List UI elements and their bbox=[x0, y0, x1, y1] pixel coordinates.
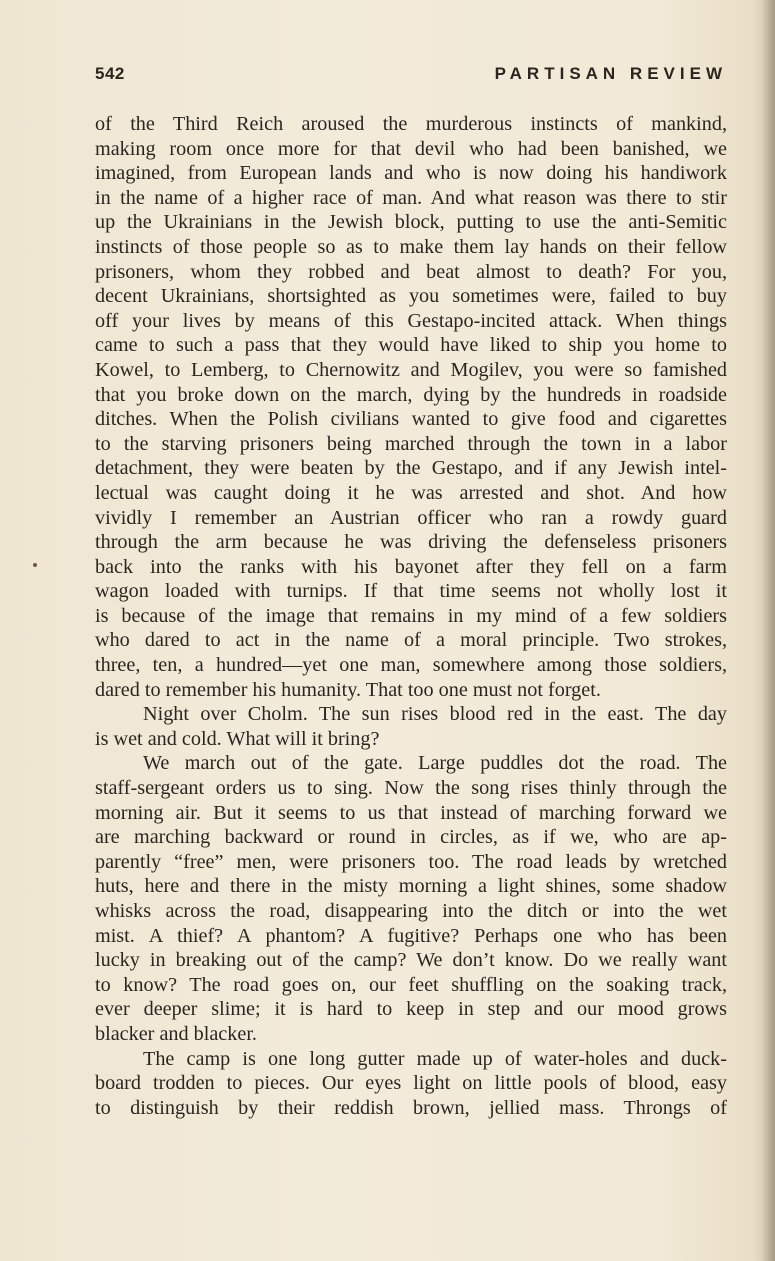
paragraph bbox=[95, 751, 727, 1046]
paragraph bbox=[95, 1047, 727, 1121]
text-line: ditches. When the Polish civilians wanted to give food and cigarettes bbox=[95, 408, 727, 431]
page-spine-shadow bbox=[761, 0, 775, 1261]
text-line: that you broke down on the march, dying by the hundreds in roadside bbox=[95, 383, 727, 406]
text-line: imagined, from European lands and who is now doing his handiwork bbox=[95, 162, 727, 185]
text-line: ever deeper slime; it is hard to keep in step and our mood grows bbox=[95, 998, 727, 1021]
journal-title: PARTISAN REVIEW bbox=[494, 64, 727, 83]
text-line: board trodden to pieces. Our eyes light on little pools of blood, easy bbox=[95, 1072, 727, 1095]
text-line: decent Ukrainians, shortsighted as you sometimes were, failed to buy bbox=[95, 285, 727, 308]
text-line: to distinguish by their reddish brown, jellied mass. Throngs of bbox=[95, 1096, 727, 1119]
text-line: came to such a pass that they would have liked to ship you home to bbox=[95, 334, 727, 357]
text-line: Kowel, to Lemberg, to Chernowitz and Mogilev, you were so famished bbox=[95, 358, 727, 381]
text-line: to know? The road goes on, our feet shuffling on the soaking track, bbox=[95, 973, 727, 996]
running-header bbox=[95, 62, 727, 90]
text-line: of the Third Reich aroused the murderous instincts of mankind, bbox=[95, 113, 727, 135]
text-line: up the Ukrainians in the Jewish block, putting to use the anti-Semitic bbox=[95, 211, 727, 234]
text-line: morning air. But it seems to us that instead of marching forward we bbox=[95, 801, 727, 824]
text-line: Night over Cholm. The sun rises blood red in the east. The day bbox=[143, 703, 727, 726]
text-line: through the arm because he was driving the defenseless prisoners bbox=[95, 531, 727, 554]
text-line: staff-sergeant orders us to sing. Now the song rises thinly through the bbox=[95, 777, 727, 800]
text-line: three, ten, a hundred—yet one man, somewhere among those soldiers, bbox=[95, 654, 727, 677]
text-line: We march out of the gate. Large puddles dot the road. The bbox=[143, 752, 727, 775]
text-line: back into the ranks with his bayonet after they fell on a farm bbox=[95, 555, 727, 578]
text-line: off your lives by means of this Gestapo-incited attack. When things bbox=[95, 309, 727, 332]
paragraph bbox=[95, 112, 727, 702]
text-line: blacker and blacker. bbox=[95, 1022, 257, 1045]
paper-speck bbox=[33, 563, 37, 567]
text-line: whisks across the road, disappearing into the ditch or into the wet bbox=[95, 900, 727, 922]
text-line: lectual was caught doing it he was arrested and shot. And how bbox=[95, 481, 727, 504]
article-body bbox=[95, 112, 727, 1120]
text-line: instincts of those people so as to make them lay hands on their fellow bbox=[95, 235, 727, 258]
page-number: 542 bbox=[95, 64, 125, 83]
text-line: huts, here and there in the misty morning a light shines, some shadow bbox=[95, 875, 727, 898]
paragraph bbox=[95, 702, 727, 751]
text-line: prisoners, whom they robbed and beat almost to death? For you, bbox=[95, 260, 727, 283]
text-line: making room once more for that devil who had been banished, we bbox=[95, 137, 727, 160]
text-line: mist. A thief? A phantom? A fugitive? Perhaps one who has been bbox=[95, 924, 727, 947]
text-line: are marching backward or round in circles, as if we, who are ap- bbox=[95, 826, 727, 849]
text-line: The camp is one long gutter made up of water-holes and duck- bbox=[143, 1047, 727, 1070]
text-line: detachment, they were beaten by the Gestapo, and if any Jewish intel- bbox=[95, 457, 727, 480]
text-line: to the starving prisoners being marched through the town in a labor bbox=[95, 432, 727, 455]
text-line: dared to remember his humanity. That too one must not forget. bbox=[95, 678, 601, 701]
text-line: is because of the image that remains in my mind of a few soldiers bbox=[95, 604, 727, 627]
text-line: vividly I remember an Austrian officer who ran a rowdy guard bbox=[95, 506, 727, 529]
text-line: lucky in breaking out of the camp? We don’t know. Do we really want bbox=[95, 949, 727, 972]
text-line: who dared to act in the name of a moral principle. Two strokes, bbox=[95, 629, 727, 652]
text-line: wagon loaded with turnips. If that time seems not wholly lost it bbox=[95, 580, 727, 603]
text-line: in the name of a higher race of man. And what reason was there to stir bbox=[95, 186, 727, 209]
text-line: is wet and cold. What will it bring? bbox=[95, 727, 380, 750]
text-line: parently “free” men, were prisoners too. The road leads by wretched bbox=[95, 850, 727, 873]
